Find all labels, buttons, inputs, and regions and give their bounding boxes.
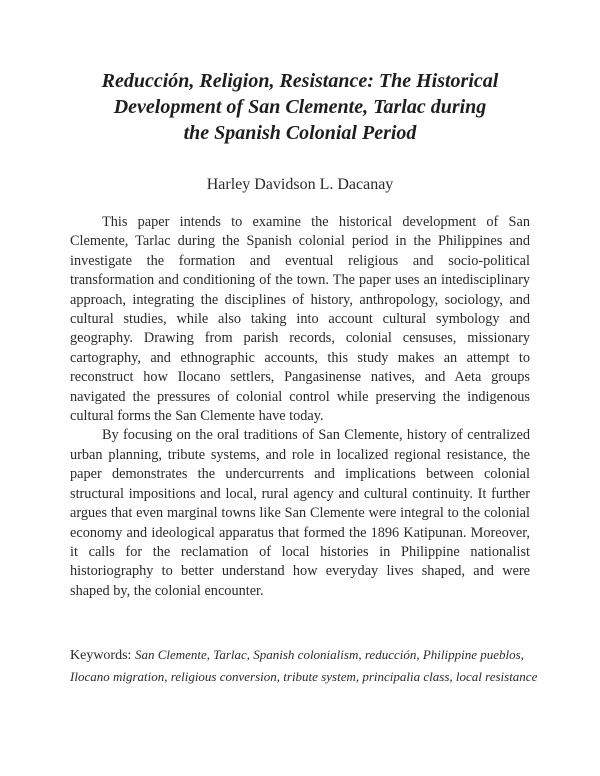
paper-title [60, 68, 540, 146]
keywords-list: San Clemente, Tarlac, Spanish colonialism, reducción, Philippine pueblos, Ilocano migration, religious conversion, tribute system, principalia class, local resistance [70, 647, 538, 684]
abstract [70, 213, 530, 601]
paper-title-line: Development of San Clemente, Tarlac during [113, 96, 487, 118]
paper-title-line: the Spanish Colonial Period [183, 122, 417, 144]
paper-title-line: Reducción, Religion, Resistance: The Historical [101, 70, 499, 92]
keywords-label: Keywords: [70, 648, 135, 663]
abstract-paragraph: This paper intends to examine the historical development of San Clemente, Tarlac during the Spanish colonial period in the Philippines and investigate the formation and eventual religious and socio-political transformation and conditioning of the town. The paper uses an intedisciplinary approach, integrating the disciplines of history, anthropology, sociology, and cultural studies, while also taking into account cultural symbology and geography. Drawing from parish records, colonial censuses, missionary cartography, and ethnographic accounts, this study makes an attempt to reconstruct how Ilocano settlers, Pangasinense natives, and Aeta groups navigated the pressures of colonial control while preserving the indigenous cultural forms the San Clemente have today. [70, 214, 530, 425]
author-name: Harley Davidson L. Dacanay [206, 176, 394, 193]
keywords [70, 644, 540, 688]
abstract-paragraph: By focusing on the oral traditions of San Clemente, history of centralized urban planning, tribute systems, and role in localized regional resistance, the paper demonstrates the undercurrents and implications between colonial structural impositions and local, rural agency and cultural continuity. It further argues that even marginal towns like San Clemente were integral to the colonial economy and ideological apparatus that formed the 1896 Katipunan. Moreover, it calls for the reclamation of local histories in Philippine nationalist historiography to better understand how everyday lives shaped, and were shaped by, the colonial encounter. [70, 427, 530, 599]
